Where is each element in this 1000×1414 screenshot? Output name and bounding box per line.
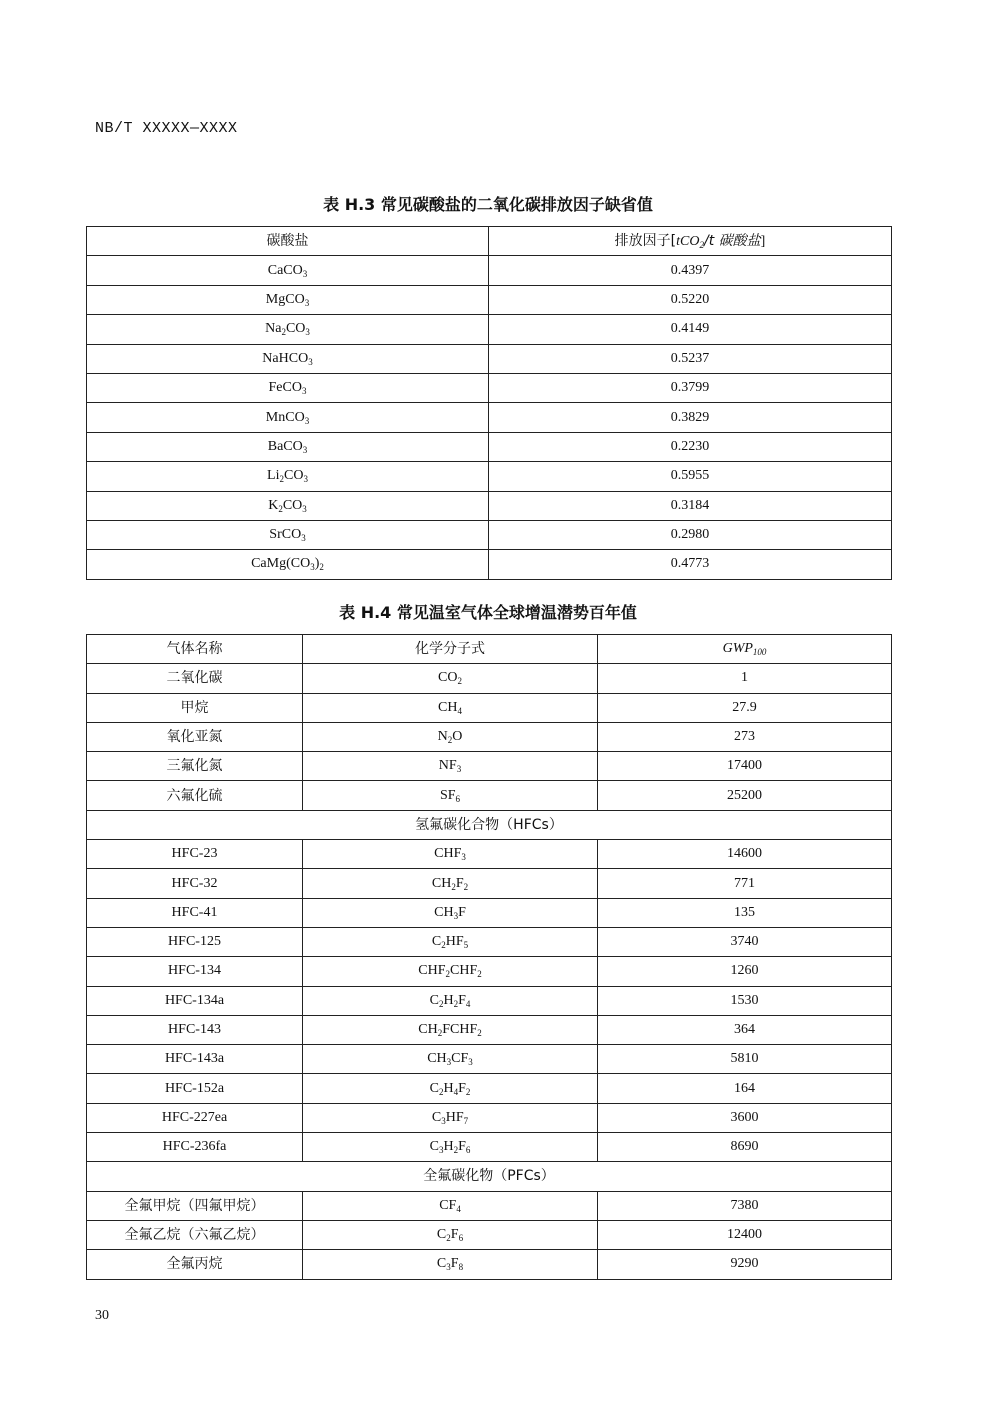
emission-factor-value: 0.5220: [489, 285, 892, 314]
chemical-formula: $N_2O$: [303, 722, 598, 751]
column-header-gwp100: $GWP_{100}$: [598, 635, 892, 664]
table-row: [87, 1133, 892, 1162]
table-header-row: [87, 635, 892, 664]
table-row: [87, 898, 892, 927]
table-row: [87, 432, 892, 461]
chemical-formula: $C_2F_6$: [303, 1220, 598, 1249]
gwp-value: 135: [598, 898, 892, 927]
table-row: [87, 1220, 892, 1249]
carbonate-formula: $Li_2CO_3$: [87, 462, 489, 491]
gas-name: 甲烷: [87, 693, 303, 722]
gas-name: 六氟化硫: [87, 781, 303, 810]
table-row: [87, 256, 892, 285]
gwp-value: 771: [598, 869, 892, 898]
gas-name: HFC-152a: [87, 1074, 303, 1103]
carbonate-emission-factor-table: [86, 226, 892, 580]
table-row: [87, 693, 892, 722]
table-row: [87, 1074, 892, 1103]
table-row: [87, 957, 892, 986]
gas-name: 二氧化碳: [87, 664, 303, 693]
table-row: [87, 986, 892, 1015]
chemical-formula: $CF_4$: [303, 1191, 598, 1220]
gas-name: HFC-41: [87, 898, 303, 927]
carbonate-formula: BaCO$_3$: [87, 432, 489, 461]
gwp-value: 1530: [598, 986, 892, 1015]
emission-factor-value: 0.4397: [489, 256, 892, 285]
table-row: [87, 1191, 892, 1220]
chemical-formula: $C_2HF_5$: [303, 927, 598, 956]
gwp-value: 9290: [598, 1250, 892, 1279]
chemical-formula: $CH_2F_2$: [303, 869, 598, 898]
carbonate-formula: $CaMg(CO_3)_2$: [87, 550, 489, 579]
section-row: [87, 1162, 892, 1191]
table-row: [87, 722, 892, 751]
gwp-value: 1260: [598, 957, 892, 986]
carbonate-formula: $Na_2CO_3$: [87, 315, 489, 344]
table-row: [87, 520, 892, 549]
table-row: [87, 1103, 892, 1132]
gas-name: 全氟丙烷: [87, 1250, 303, 1279]
gwp-value: 164: [598, 1074, 892, 1103]
emission-factor-value: 0.5955: [489, 462, 892, 491]
section-row: [87, 810, 892, 839]
carbonate-formula: SrCO$_3$: [87, 520, 489, 549]
gas-name: 氧化亚氮: [87, 722, 303, 751]
carbonate-formula: FeCO$_3$: [87, 373, 489, 402]
table-row: [87, 927, 892, 956]
carbonate-formula: $K_2CO_3$: [87, 491, 489, 520]
chemical-formula: $CH_3F$: [303, 898, 598, 927]
chemical-formula: $CHF_2CHF_2$: [303, 957, 598, 986]
gas-name: HFC-236fa: [87, 1133, 303, 1162]
gas-name: HFC-125: [87, 927, 303, 956]
chemical-formula: $CO_2$: [303, 664, 598, 693]
page-number: 30: [95, 1308, 109, 1323]
table-row: [87, 752, 892, 781]
emission-factor-value: 0.4773: [489, 550, 892, 579]
gas-name: HFC-143a: [87, 1045, 303, 1074]
column-header-gas-name: 气体名称: [87, 635, 303, 664]
gwp-value: 364: [598, 1015, 892, 1044]
section-heading: 全氟碳化物（PFCs）: [87, 1162, 892, 1191]
gas-name: HFC-227ea: [87, 1103, 303, 1132]
gwp-value: 25200: [598, 781, 892, 810]
chemical-formula: $C_3HF_7$: [303, 1103, 598, 1132]
table-header-row: [87, 227, 892, 256]
column-header-formula: 化学分子式: [303, 635, 598, 664]
gas-name: HFC-134a: [87, 986, 303, 1015]
gas-name: HFC-23: [87, 840, 303, 869]
emission-factor-value: 0.2230: [489, 432, 892, 461]
table-row: [87, 869, 892, 898]
chemical-formula: $CHF_3$: [303, 840, 598, 869]
gwp-value: 12400: [598, 1220, 892, 1249]
table-row: [87, 285, 892, 314]
carbonate-formula: MnCO$_3$: [87, 403, 489, 432]
carbonate-formula: MgCO$_3$: [87, 285, 489, 314]
chemical-formula: $CH_3CF_3$: [303, 1045, 598, 1074]
section-heading: 氢氟碳化合物（HFCs）: [87, 810, 892, 839]
emission-factor-value: 0.5237: [489, 344, 892, 373]
table-row: [87, 781, 892, 810]
gwp-value: 5810: [598, 1045, 892, 1074]
chemical-formula: $CH_2FCHF_2$: [303, 1015, 598, 1044]
carbonate-formula: CaCO$_3$: [87, 256, 489, 285]
table-row: [87, 1015, 892, 1044]
gwp-value: 8690: [598, 1133, 892, 1162]
gwp-value: 17400: [598, 752, 892, 781]
table-row: [87, 344, 892, 373]
table-row: [87, 840, 892, 869]
chemical-formula: $C_2H_2F_4$: [303, 986, 598, 1015]
table-h4-title: 表 H.4 常见温室气体全球增温潜势百年值: [339, 603, 637, 622]
document-code: NB/T XXXXX—XXXX: [95, 120, 238, 137]
gwp-value: 27.9: [598, 693, 892, 722]
chemical-formula: $C_2H_4F_2$: [303, 1074, 598, 1103]
gas-name: 全氟甲烷（四氟甲烷）: [87, 1191, 303, 1220]
table-row: [87, 1250, 892, 1279]
chemical-formula: $SF_6$: [303, 781, 598, 810]
column-header-emission-factor: 排放因子[tCO$_2$/t 碳酸盐]: [489, 227, 892, 256]
gas-name: 三氟化氮: [87, 752, 303, 781]
gwp-value: 3740: [598, 927, 892, 956]
emission-factor-value: 0.2980: [489, 520, 892, 549]
gwp-value: 3600: [598, 1103, 892, 1132]
gwp-value: 1: [598, 664, 892, 693]
gas-name: 全氟乙烷（六氟乙烷）: [87, 1220, 303, 1249]
gwp-table: [86, 634, 892, 1280]
gas-name: HFC-32: [87, 869, 303, 898]
emission-factor-value: 0.3184: [489, 491, 892, 520]
table-row: [87, 491, 892, 520]
gwp-value: 14600: [598, 840, 892, 869]
column-header-carbonate: 碳酸盐: [87, 227, 489, 256]
chemical-formula: $C_3H_2F_6$: [303, 1133, 598, 1162]
chemical-formula: $CH_4$: [303, 693, 598, 722]
table-row: [87, 664, 892, 693]
table-row: [87, 550, 892, 579]
gas-name: HFC-143: [87, 1015, 303, 1044]
table-row: [87, 1045, 892, 1074]
chemical-formula: $C_3F_8$: [303, 1250, 598, 1279]
table-row: [87, 315, 892, 344]
gwp-value: 273: [598, 722, 892, 751]
table-row: [87, 373, 892, 402]
table-row: [87, 462, 892, 491]
chemical-formula: $NF_3$: [303, 752, 598, 781]
carbonate-formula: NaHCO$_3$: [87, 344, 489, 373]
emission-factor-value: 0.3829: [489, 403, 892, 432]
gas-name: HFC-134: [87, 957, 303, 986]
table-h3-title: 表 H.3 常见碳酸盐的二氧化碳排放因子缺省值: [323, 195, 653, 214]
table-row: [87, 403, 892, 432]
gwp-value: 7380: [598, 1191, 892, 1220]
emission-factor-value: 0.3799: [489, 373, 892, 402]
emission-factor-value: 0.4149: [489, 315, 892, 344]
